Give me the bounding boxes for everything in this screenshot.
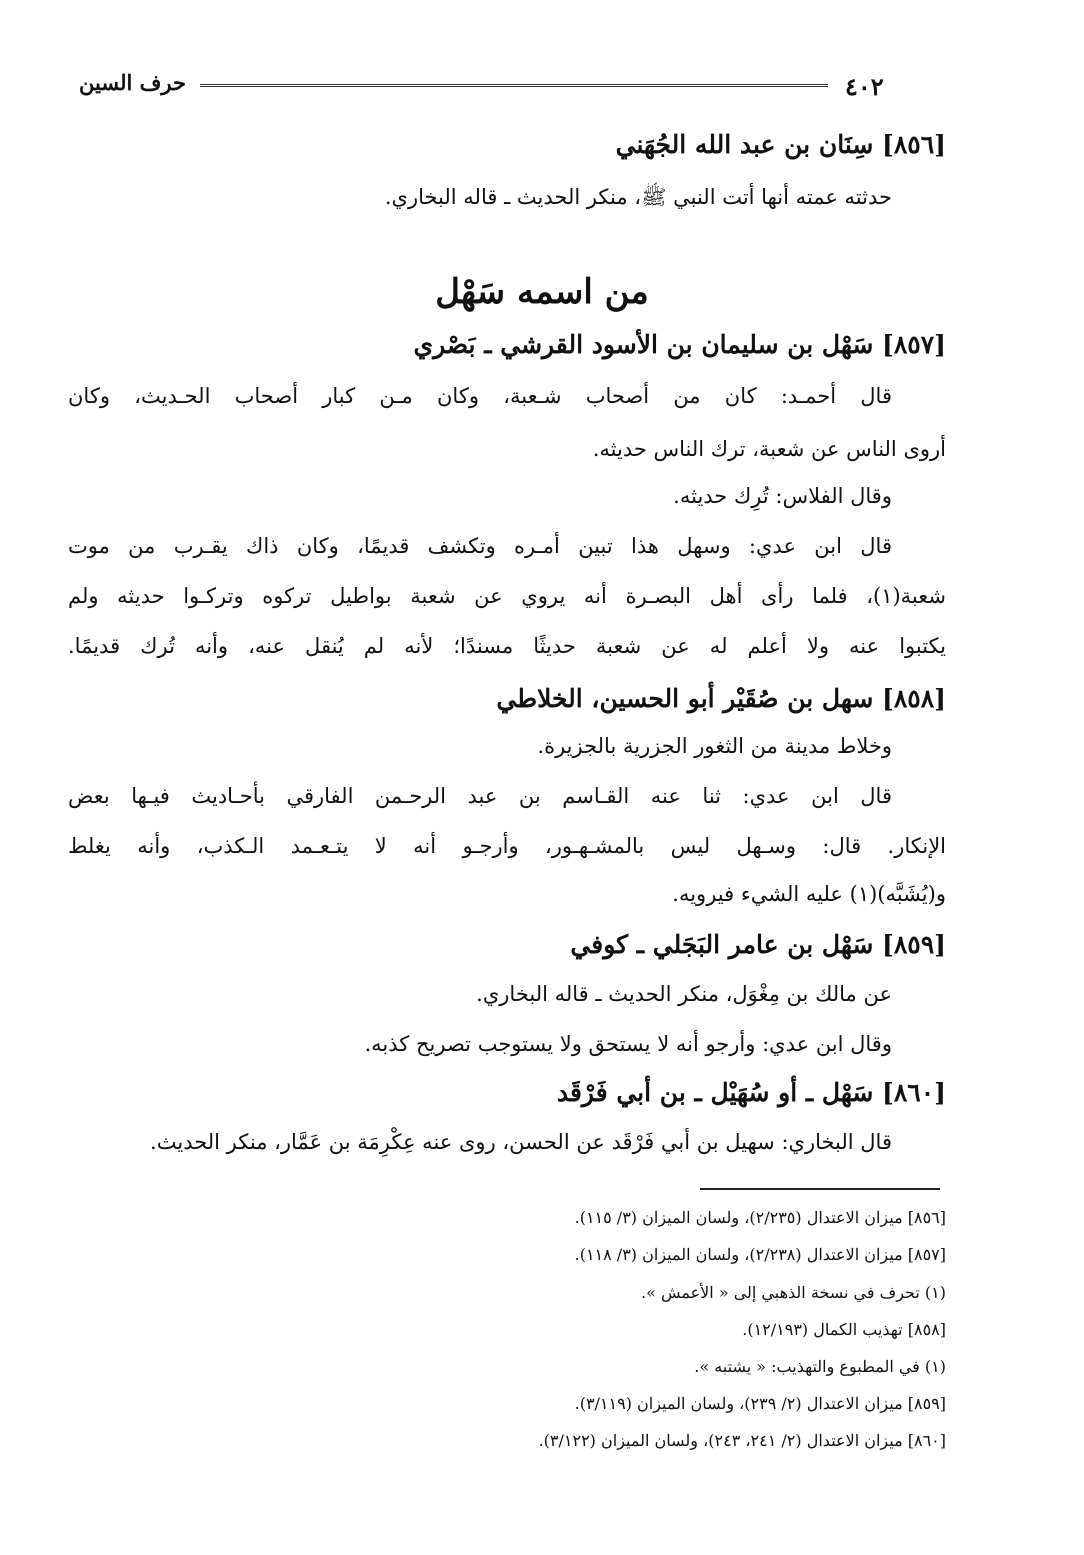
footnote-item: [٨٦٠] ميزان الاعتدال (٢/ ٢٤١، ٢٤٣)، ولسان الميزان (٣/١٢٢). bbox=[538, 1431, 946, 1450]
entry-859-p1: عن مالك بن مِغْوَل، منكر الحديث ـ قاله البخاري. bbox=[476, 982, 892, 1006]
entry-859-title: [٨٥٩] سَهْل بن عامر البَجَلي ـ كوفي bbox=[570, 930, 946, 959]
entry-857-p1-line2: أروى الناس عن شعبة، ترك الناس حديثه. bbox=[592, 437, 946, 461]
entry-860-p1: قال البخاري: سهيل بن أبي فَرْقَد عن الحسن، روى عنه عِكْرِمَة بن عَمَّار، منكر الحديث. bbox=[150, 1130, 892, 1154]
header-rule bbox=[200, 84, 828, 87]
footnote-item: [٨٥٨] تهذيب الكمال (١٢/١٩٣). bbox=[742, 1320, 946, 1339]
entry-860-title: [٨٦٠] سَهْل ـ أو سُهَيْل ـ بن أبي فَرْقَد bbox=[556, 1078, 946, 1107]
footnote-item: (١) في المطبوع والتهذيب: « يشتبه ». bbox=[694, 1357, 946, 1376]
entry-858-title: [٨٥٨] سهل بن صُقَيْر أبو الحسين، الخلاطي bbox=[496, 684, 946, 713]
footnote-item: (١) تحرف في نسخة الذهبي إلى « الأعمش ». bbox=[641, 1283, 946, 1302]
footnote-item: [٨٥٩] ميزان الاعتدال (٢/ ٢٣٩)، ولسان الميزان (٣/١١٩). bbox=[574, 1394, 946, 1413]
entry-856-title: [٨٥٦] سِنَان بن عبد الله الجُهَني bbox=[615, 130, 946, 159]
footnote-item: [٨٥٧] ميزان الاعتدال (٢/٢٣٨)، ولسان الميزان (٣/ ١١٨). bbox=[574, 1245, 946, 1264]
footnote-separator bbox=[700, 1188, 940, 1190]
entry-857-p3-line2: شعبة(١)، فلما رأى أهل البصـرة أنه يروي عن شعبة بواطيل تركوه وتركـوا حديثه ولم bbox=[68, 584, 946, 608]
entry-857-p3-line1: قال ابن عدي: وسهل هذا تبين أمـره وتكشف قديمًا، وكان ذاك يقـرب من موت bbox=[68, 534, 892, 558]
entry-857-p3-line3: يكتبوا عنه ولا أعلم له عن شعبة حديثًا مسندًا؛ لأنه لم يُنقل عنه، وأنه تُرك قديمًا. bbox=[68, 634, 946, 658]
footnote-item: [٨٥٦] ميزان الاعتدال (٢/٢٣٥)، ولسان الميزان (٣/ ١١٥). bbox=[574, 1208, 946, 1227]
page-header bbox=[0, 66, 1084, 106]
entry-858-p2-line1: قال ابن عدي: ثنا عنه القـاسم بن عبد الرحـمن الفارقي بأحـاديث فيـها بعض bbox=[68, 784, 892, 808]
entry-858-p2-line2: الإنكار. قال: وسـهل ليس بالمشـهـور، وأرجـو أنه لا يتـعـمد الـكذب، وأنه يغلط bbox=[68, 834, 946, 858]
section-title: من اسمه سَهْل bbox=[435, 272, 649, 312]
running-head: حرف السين bbox=[79, 70, 186, 95]
entry-857-p2: وقال الفلاس: تُرِك حديثه. bbox=[673, 484, 892, 508]
entry-858-p2-line3: و(يُشَبَّه)(١) عليه الشيء فيرويه. bbox=[672, 882, 946, 906]
entry-857-p1-line1: قال أحمـد: كان من أصحاب شـعبة، وكان مـن كبار أصحاب الحـديث، وكان bbox=[68, 384, 892, 408]
entry-859-p2: وقال ابن عدي: وأرجو أنه لا يستحق ولا يستوجب تصريح كذبه. bbox=[364, 1032, 892, 1056]
page-number: ٤٠٢ bbox=[845, 72, 884, 101]
entry-857-title: [٨٥٧] سَهْل بن سليمان بن الأسود القرشي ـ بَصْري bbox=[413, 330, 946, 359]
entry-856-text: حدثته عمته أنها أتت النبي ﷺ، منكر الحديث ـ قاله البخاري. bbox=[384, 185, 892, 209]
entry-858-p1: وخلاط مدينة من الثغور الجزرية بالجزيرة. bbox=[537, 734, 892, 758]
